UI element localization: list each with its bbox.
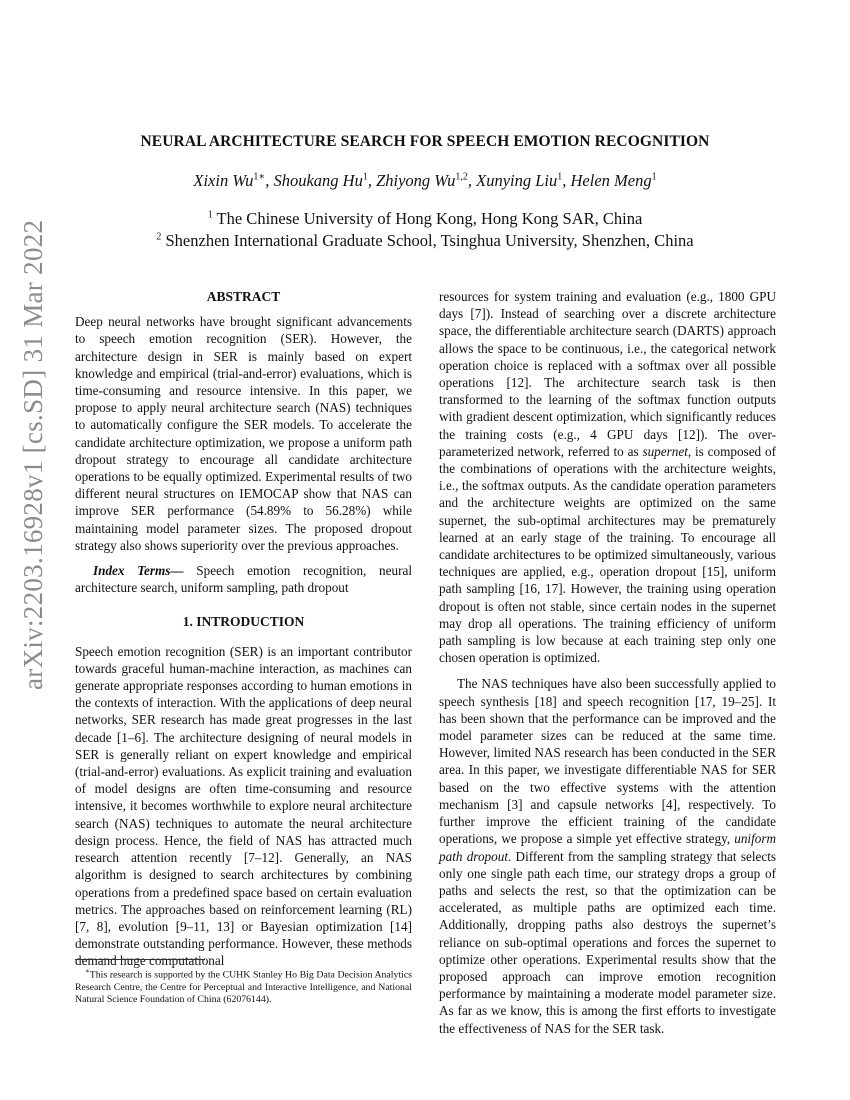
author-name: Zhiyong Wu xyxy=(376,171,456,190)
author-name: Xunying Liu xyxy=(476,171,558,190)
intro-paragraph-1-continued: resources for system training and evaluation (e.g., 1800 GPU days [7]). Instead of searching over a discrete architecture space, the differentiable architecture search (DARTS) approach allows the space to be continuous, i.e., the categorical network operation choice is replaced with a softmax over all possible operations [12]. The architecture search task is then transformed to the learning of the softmax function outputs with gradient descent optimization, which significantly reduces the training costs (e.g., 4 GPU days [12]). The over-parameterized network, referred to as supernet, is composed of the combinations of operations with the architecture weights, i.e., the softmax outputs. As the candidate operation parameters and the architecture weights are optimized on the same supernet, the sub-optimal architectures may be prematurely learned at an early stage of the training. To encourage all candidate architectures to be optimized simultaneously, various techniques are applied, e.g., operation dropout [15], uniform path sampling [16, 17]. However, the training using operation dropout is often not stable, since certain nodes in the supernet may drop all operations. The training efficiency of uniform path sampling is low because at each training step only one chosen operation is optimized. xyxy=(439,289,776,666)
intro-paragraph-1: Speech emotion recognition (SER) is an important contributor towards graceful human-machine interaction, as machines can generate appropriate responses according to human emotions in the contexts of interaction. With the applications of deep neural networks, SER research has made great progresses in the last decade [1–6]. The architecture designing of neural models in SER is generally reliant on expert knowledge and empirical (trial-and-error) evaluations. As explicit training and evaluation of model designs are often time-consuming and resource intensive, it becomes worthwhile to explore neural architecture search (NAS) techniques to automate the neural architecture design process. Hence, the field of NAS has attracted much research attention recently [7–12]. Generally, an NAS algorithm is designed to search architectures by combining operations from a predefined space based on certain evaluation metrics. The approaches based on reinforcement learning (RL) [7, 8], evolution [9–11, 13] or Bayesian optimization [14] demonstrate outstanding performance. However, these methods demand huge computational xyxy=(75,643,412,969)
author-affil-mark: 1∗ xyxy=(253,171,266,183)
index-terms-text: Speech emotion recognition, neural architecture search, uniform sampling, path dropout xyxy=(75,563,412,596)
affiliation-mark: 2 xyxy=(156,231,162,243)
author-affil-mark: 1 xyxy=(651,171,657,183)
footnote-divider xyxy=(75,959,205,960)
author-affil-mark: 1 xyxy=(557,171,563,183)
author-affil-mark: 1 xyxy=(362,171,368,183)
emphasis-uniform-path-dropout: uniform path dropout xyxy=(439,831,776,864)
author-name: Shoukang Hu xyxy=(273,171,363,190)
author-affil-mark: 1,2 xyxy=(455,171,468,183)
footnote-mark: ∗ xyxy=(85,967,90,975)
affiliation-text: Shenzhen International Graduate School, Tsinghua University, Shenzhen, China xyxy=(165,231,694,250)
affiliation-mark: 1 xyxy=(207,209,213,221)
intro-heading: 1. INTRODUCTION xyxy=(182,614,305,630)
intro-paragraph-2: The NAS techniques have also been successfully applied to speech synthesis [18] and speech recognition [17, 19–25]. It has been shown that the performance can be improved and the model parameter sizes can be reduced at the same time. However, limited NAS research has been conducted in the SER area. In this paper, we investigate differentiable NAS for SER based on the two effective systems with the attention mechanism [3] and capsule networks [4], respectively. To further improve the efficient training of the candidate operations, we propose a simple yet effective strategy, uniform path dropout. Different from the sampling strategy that selects only one single path each time, our strategy drops a group of paths and selects the rest, so that the optimization can be accelerated, as multiple paths are optimized each time. Additionally, dropping paths also destroys the supernet’s reliance on sub-optimal operations and forces the supernet to optimize other operations. Experimental results show that the proposed approach can improve emotion recognition performance by maintaining a moderate model parameter size. As far as we know, this is among the first efforts to investigate the effectiveness of NAS for the SER task. xyxy=(439,676,776,1036)
author-name: Helen Meng xyxy=(570,171,652,190)
paper-title: NEURAL ARCHITECTURE SEARCH FOR SPEECH EMOTION RECOGNITION xyxy=(140,133,710,150)
footnote xyxy=(75,965,412,1006)
emphasis-supernet: supernet xyxy=(642,443,688,459)
author-name: Xixin Wu xyxy=(193,171,254,190)
left-column xyxy=(75,288,412,970)
footnote-text: This research is supported by the CUHK Stanley Ho Big Data Decision Analytics Research Centre, the Centre for Perceptual and Interactive Intelligence, and National Natural Science Foundation of China (62076144). xyxy=(75,969,412,1006)
right-column xyxy=(439,288,776,1037)
author-list: Xixin $Wu^{1∗}$, Shoukang Hu$^1$, Zhiyong Wu$^{1,2}$, Xunying Liu$^1$, Helen Meng$^1$ xyxy=(193,171,657,190)
affiliation-text: The Chinese University of Hong Kong, Hong Kong SAR, China xyxy=(216,209,643,228)
affiliation-1 xyxy=(0,209,850,229)
arxiv-stamp: arXiv:2203.16928v1 [cs.SD] 31 Mar 2022 xyxy=(18,219,48,690)
abstract-text: Deep neural networks have brought significant advancements to speech emotion recognition (SER). However, the architecture design in SER is mainly based on expert knowledge and empirical (trial-and-error) evaluations, which is time-consuming and resource intensive. In this paper, we propose to apply neural architecture search (NAS) techniques to automatically configure the SER models. To accelerate the candidate architecture optimization, we propose a uniform path dropout strategy to encourage all candidate architecture operations to be equally optimized. Experimental results of two different neural structures on IEMOCAP show that NAS can improve SER performance (54.89% to 56.28%) while maintaining model parameter sizes. The proposed dropout strategy also shows superiority over the previous approaches. xyxy=(75,314,412,553)
index-terms-label: Index Terms— xyxy=(93,563,184,579)
abstract-heading: ABSTRACT xyxy=(206,289,281,304)
index-terms xyxy=(75,562,412,596)
affiliation-2 xyxy=(0,231,850,251)
